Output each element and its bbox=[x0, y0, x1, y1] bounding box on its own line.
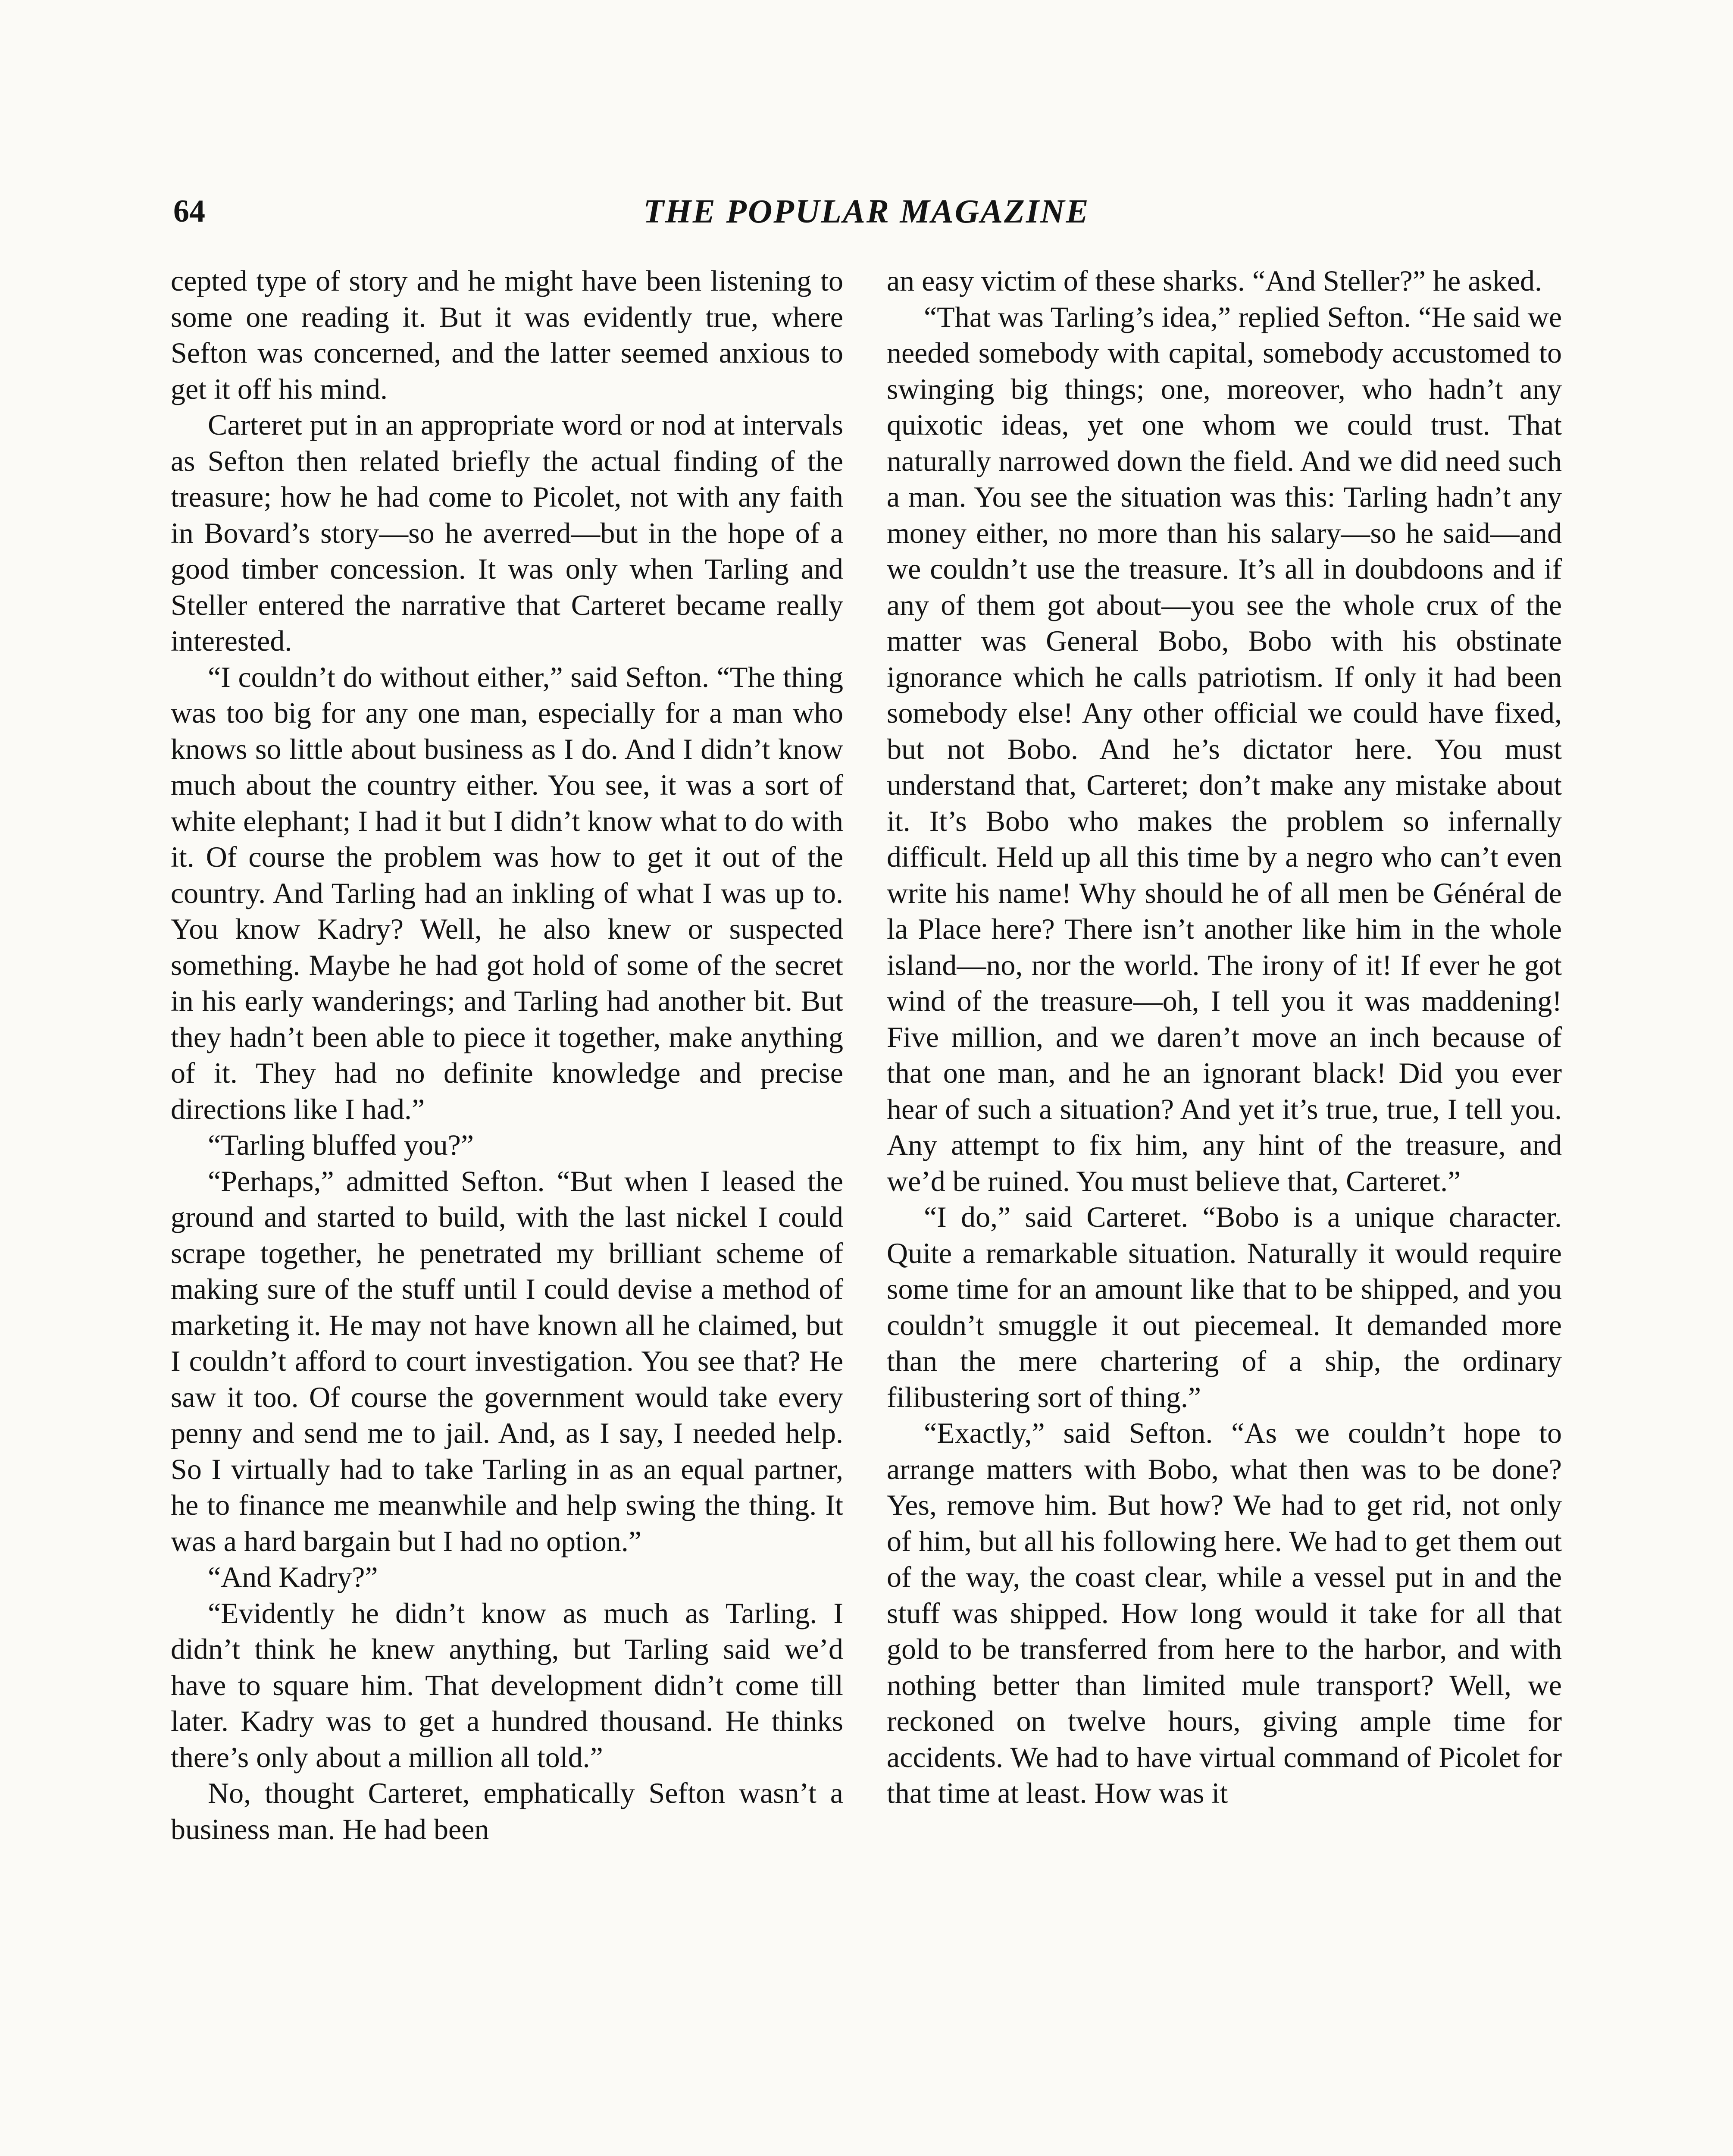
running-head: THE POPULAR MAGAZINE bbox=[643, 192, 1090, 230]
page-number: 64 bbox=[173, 194, 205, 229]
paragraph: “And Kadry?” bbox=[208, 1561, 378, 1593]
left-column bbox=[171, 263, 843, 1847]
paragraph: No, thought Carteret, emphatically Sefton wasn’t a business man. He had been bbox=[171, 1777, 843, 1846]
paragraph: cepted type of story and he might have been listening to some one reading it. But it was evidently true, where Sefton was concerned, and the latter seemed anxious to get it off his mind. bbox=[171, 264, 843, 405]
paragraph: “Tarling bluffed you?” bbox=[208, 1128, 474, 1161]
paragraph: “I do,” said Carteret. “Bobo is a unique character. Quite a remarkable situation. Naturally it would require some time for an amount like that to be shipped, and you couldn’t smuggle it out piecemeal. It demanded more than the mere chartering of a ship, the ordinary filibustering sort of thing.” bbox=[887, 1200, 1562, 1413]
paragraph: “Evidently he didn’t know as much as Tarling. I didn’t think he knew anything, but Tarling said we’d have to square him. That development didn’t come till later. Kadry was to get a hundred thousand. He thinks there’s only about a million all told.” bbox=[171, 1596, 843, 1774]
paragraph: “That was Tarling’s idea,” replied Sefton. “He said we needed somebody with capital, somebody accustomed to swinging big things; one, moreover, who hadn’t any quixotic ideas, yet one whom we could trust. That naturally narrowed down the field. And we did need such a man. You see the situation was this: Tarling hadn’t any money either, no more than his salary—so he said—and we couldn’t use the treasure. It’s all in doubdoons and if any of them got about—you see the whole crux of the matter was General Bobo, Bobo with his obstinate ignorance which he calls patriotism. If only it had been somebody else! Any other official we could have fixed, but not Bobo. And he’s dictator here. You must understand that, Carteret; don’t make any mistake about it. It’s Bobo who makes the problem so infernally difficult. Held up all this time by a negro who can’t even write his name! Why should he of all men be Général de la Place here? There isn’t another like him in the whole island—no, nor the world. The irony of it! If ever he got wind of the treasure—oh, I tell you it was maddening! Five million, and we daren’t move an inch because of that one man, and he an ignorant black! Did you ever hear of such a situation? And yet it’s true, true, I tell you. Any attempt to fix him, any hint of the treasure, and we’d be ruined. You must believe that, Carteret.” bbox=[887, 300, 1562, 1197]
paragraph: “Exactly,” said Sefton. “As we couldn’t hope to arrange matters with Bobo, what then was to be done? Yes, remove him. But how? We had to get rid, not only of him, but all his following here. We had to get them out of the way, the coast clear, while a vessel put in and the stuff was shipped. How long would it take for all that gold to be transferred from here to the harbor, and with nothing better than limited mule transport? Well, we reckoned on twelve hours, giving ample time for accidents. We had to have virtual command of Picolet for that time at least. How was it bbox=[887, 1416, 1562, 1809]
paragraph: “I couldn’t do without either,” said Sefton. “The thing was too big for any one man, especially for a man who knows so little about business as I do. And I didn’t know much about the country either. You see, it was a sort of white elephant; I had it but I didn’t know what to do with it. Of course the problem was how to get it out of the country. And Tarling had an inkling of what I was up to. You know Kadry? Well, he also knew or suspected something. Maybe he had got hold of some of the secret in his early wanderings; and Tarling had another bit. But they hadn’t been able to piece it together, make anything of it. They had no definite knowledge and precise directions like I had.” bbox=[171, 660, 843, 1125]
paragraph: an easy victim of these sharks. “And Steller?” he asked. bbox=[887, 264, 1542, 297]
paragraph: “Perhaps,” admitted Sefton. “But when I leased the ground and started to build, with the last nickel I could scrape together, he penetrated my brilliant scheme of making sure of the stuff until I could devise a method of marketing it. He may not have known all he claimed, but I couldn’t afford to court investigation. You see that? He saw it too. Of course the government would take every penny and send me to jail. And, as I say, I needed help. So I virtually had to take Tarling in as an equal partner, he to finance me meanwhile and help swing the thing. It was a hard bargain but I had no option.” bbox=[171, 1164, 843, 1557]
paragraph: Carteret put in an appropriate word or nod at intervals as Sefton then related briefly the actual finding of the treasure; how he had come to Picolet, not with any faith in Bovard’s story—so he averred—but in the hope of a good timber concession. It was only when Tarling and Steller entered the narrative that Carteret became really interested. bbox=[171, 408, 843, 657]
page-header bbox=[0, 185, 1733, 237]
right-column bbox=[887, 263, 1562, 1811]
